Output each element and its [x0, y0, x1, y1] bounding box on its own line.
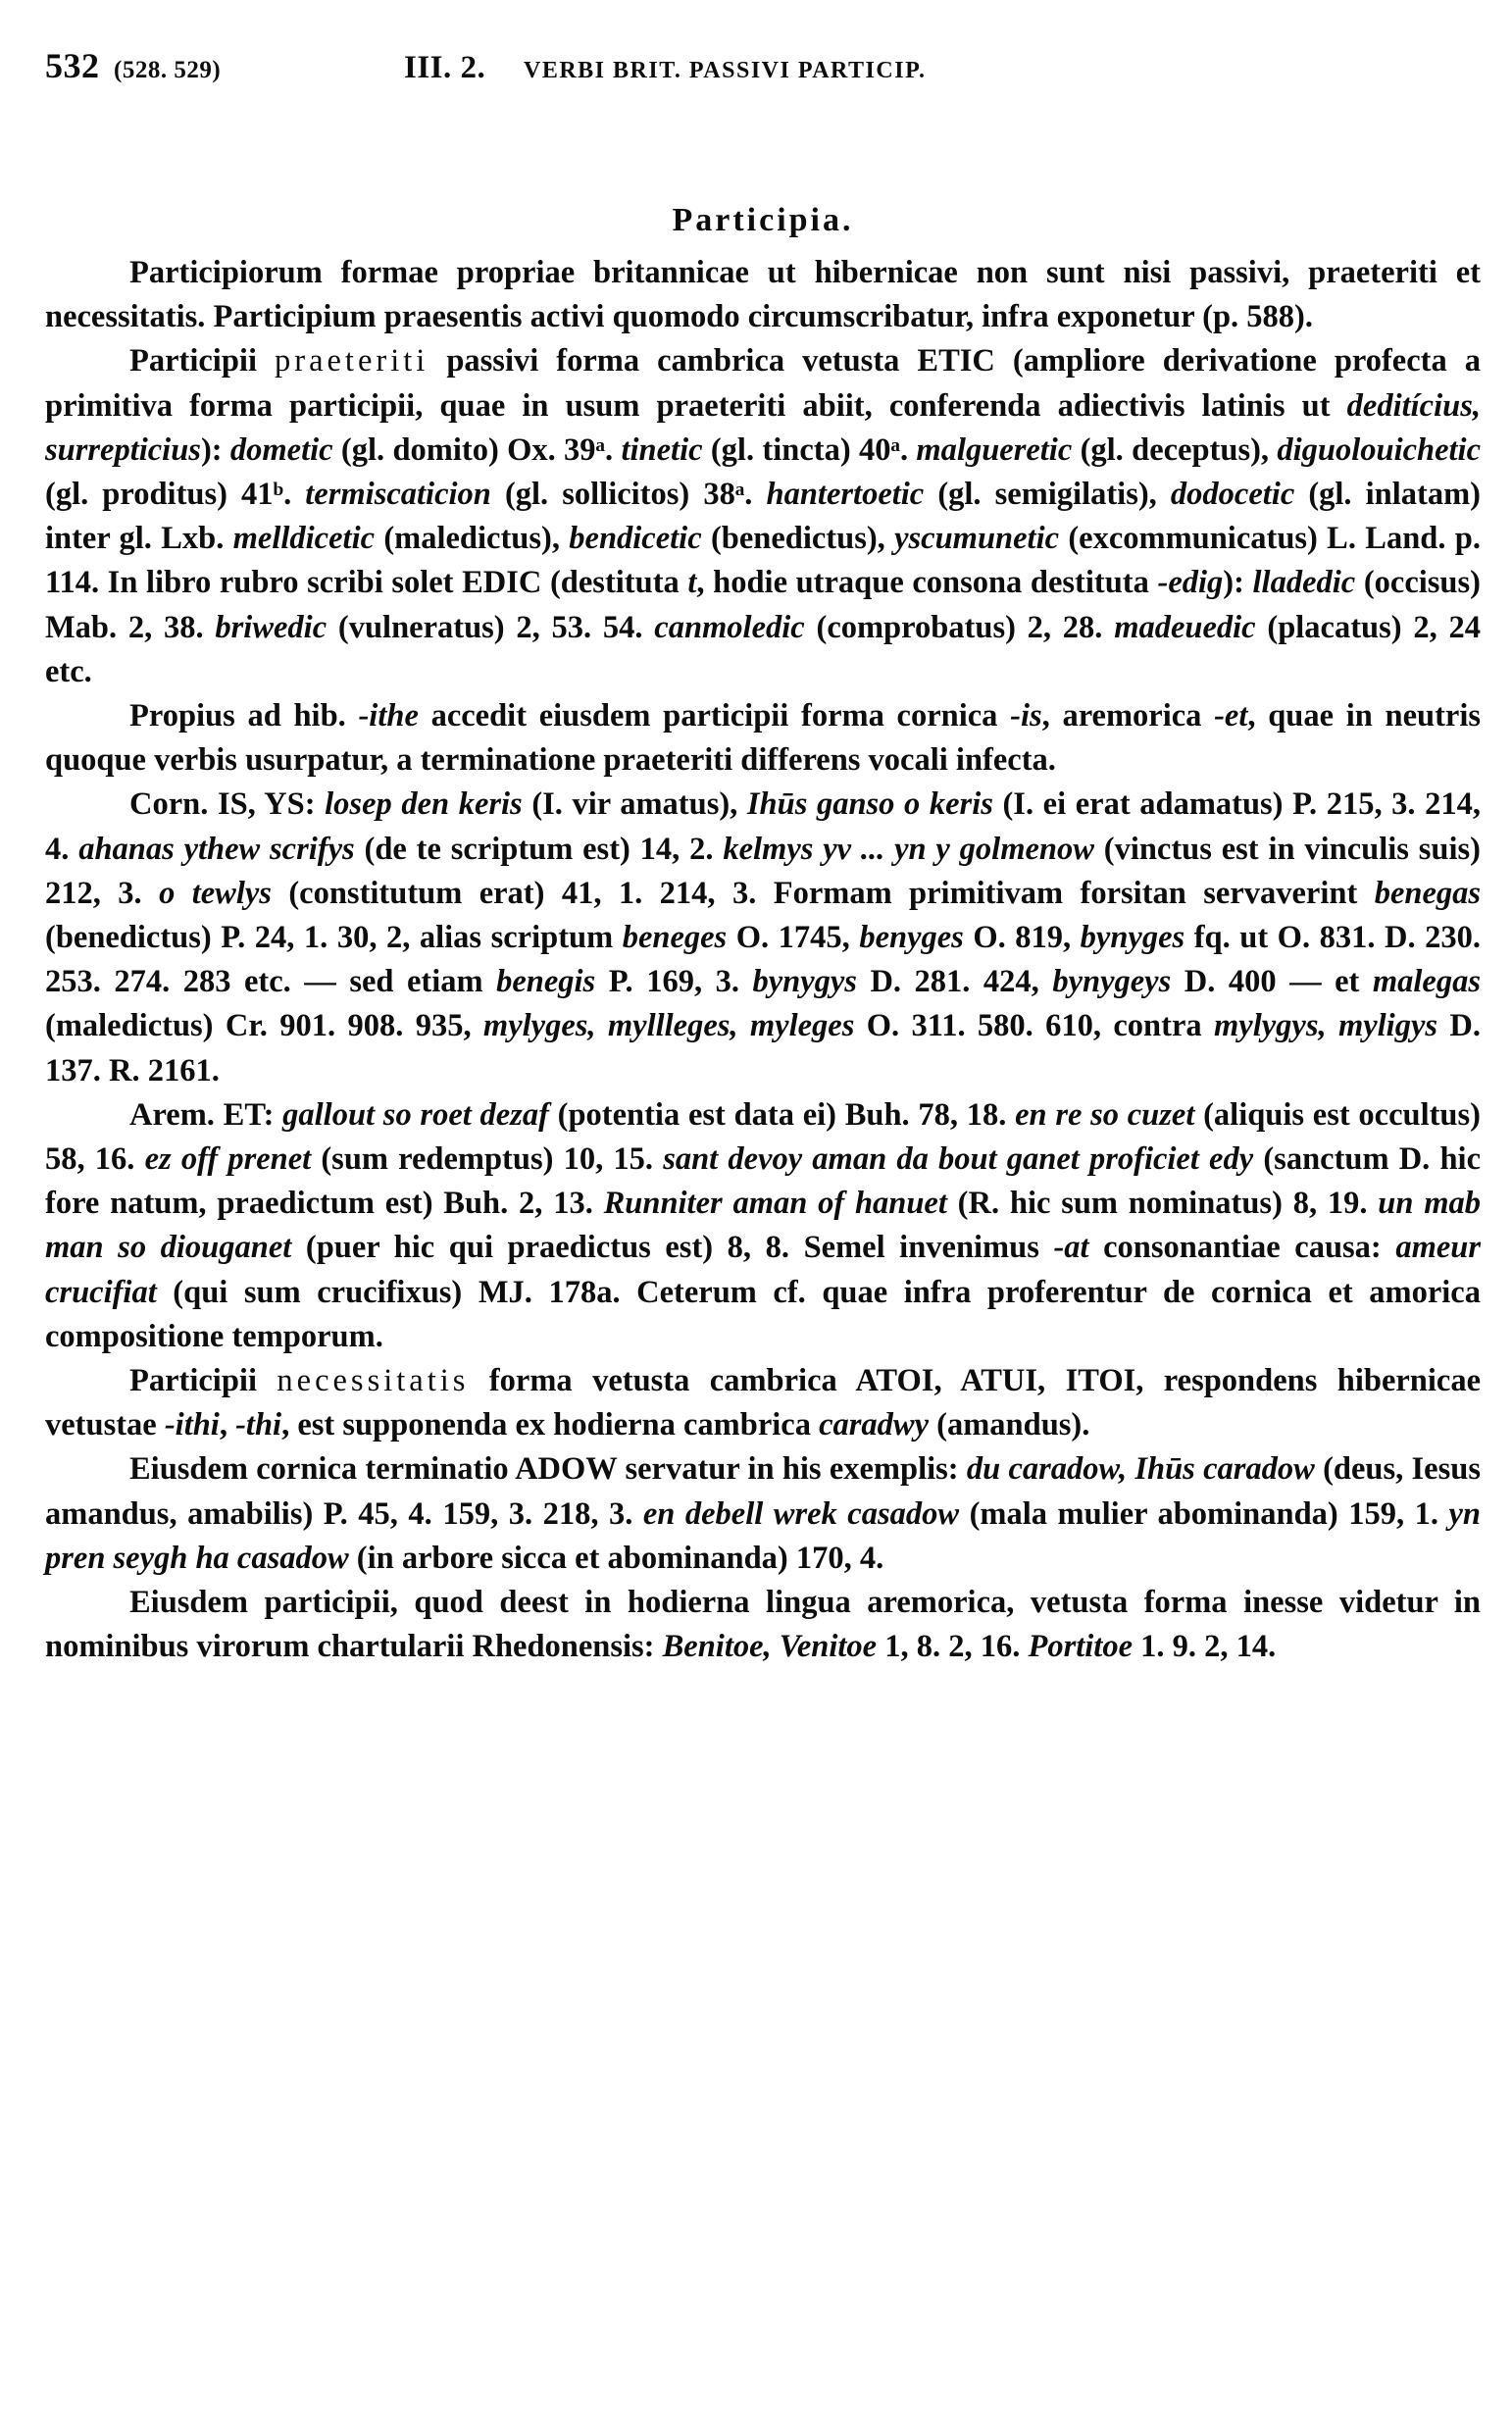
text-run: D. 137. R. 2161.: [45, 1008, 1481, 1088]
italic-term: briwedic: [215, 609, 328, 645]
text-run: (in arbore sicca et abominanda) 170, 4.: [348, 1540, 884, 1576]
text-run: O. 311. 580. 610, contra: [854, 1008, 1214, 1044]
text-run: (I. ei erat adamatus) P. 215, 3. 214, 4.: [45, 786, 1482, 867]
text-run: Eiusdem cornica terminatio ADOW servatur in his exemplis:: [129, 1451, 967, 1488]
italic-term: mylyges, myllleges, myleges: [482, 1008, 855, 1044]
text-run: (gl. sollicitos) 38ᵃ.: [490, 477, 767, 513]
italic-term: ez off prenet: [144, 1141, 312, 1178]
text-run: Propius ad hib.: [129, 698, 359, 734]
text-run: consonantiae causa:: [1088, 1230, 1396, 1266]
text-run: Participii: [129, 343, 275, 380]
text-run: O. 819,: [963, 920, 1081, 956]
text-run: , hodie utraque consona destituta: [696, 565, 1158, 601]
text-run: (maledictus) Cr. 901. 908. 935,: [45, 1008, 483, 1044]
paragraph: [45, 1359, 1481, 1447]
text-run: fq. ut O. 831. D. 230. 253. 274. 283 etc. — sed etiam: [45, 920, 1481, 1000]
text-run: (placatus) 2, 24 etc.: [45, 609, 1481, 689]
paragraph: [45, 1447, 1481, 1581]
section-title: Participia.: [672, 202, 854, 238]
text-run: (occisus) Mab. 2, 38.: [45, 565, 1481, 645]
italic-term: -at: [1053, 1230, 1089, 1266]
text-run: 1, 8. 2, 16.: [877, 1629, 1029, 1665]
text-run: (potentia est data ei) Buh. 78, 18.: [548, 1096, 1016, 1133]
text-run: D. 281. 424,: [856, 964, 1053, 1000]
italic-term: bendicetic: [569, 521, 702, 557]
page-number: 532: [45, 46, 100, 85]
text-run: forma vetusta cambrica ATOI, ATUI, ITOI, respondens hibernicae vetustae: [45, 1363, 1481, 1443]
text-run: Eiusdem participii, quod deest in hodierna lingua aremorica, vetusta forma inesse videtur in nominibus virorum chartularii Rhedonensis:: [45, 1585, 1481, 1665]
italic-term: en re so cuzet: [1015, 1096, 1195, 1133]
italic-term: -thi: [235, 1407, 282, 1443]
text-run: Participii: [129, 1363, 277, 1399]
text-run: (gl. semigilatis),: [924, 477, 1171, 513]
text-run: 1. 9. 2, 14.: [1133, 1629, 1277, 1665]
italic-term: malegas: [1372, 964, 1481, 1000]
text-run: (R. hic sum nominatus) 8, 19.: [946, 1186, 1379, 1222]
italic-term: du caradow, Ihūs caradow: [966, 1451, 1315, 1488]
text-run: (puer hic qui praedictus est) 8, 8. Semel invenimus: [291, 1230, 1054, 1266]
italic-term: -et: [1214, 698, 1248, 734]
paragraph: [45, 251, 1481, 339]
text-run: (excommunicatus) L. Land. p. 114. In libro rubro scribi solet EDIC (destituta: [45, 521, 1481, 601]
italic-term: gallout so roet dezaf: [282, 1096, 549, 1133]
italic-term: lladedic: [1252, 565, 1356, 601]
italic-term: canmoledic: [654, 609, 805, 645]
text-run: Participiorum formae propriae britannicae ut hibernicae non sunt nisi passivi, praeteriti et necessitatis. Participium praesentis activi quomodo circumscribatur, infra exponetur (p. 588).: [45, 255, 1481, 335]
text-run: (mala mulier abominanda) 159, 1.: [959, 1495, 1449, 1532]
text-run: Corn. IS, YS:: [129, 786, 326, 823]
paragraph: [45, 1093, 1481, 1359]
text-run: (amandus).: [929, 1407, 1090, 1443]
text-run: (sanctum D. hic fore natum, praedictum est) Buh. 2, 13.: [45, 1141, 1482, 1222]
italic-term: -ithi: [164, 1407, 220, 1443]
italic-term: mylygys, myligys: [1213, 1008, 1438, 1044]
italic-term: tinetic: [621, 431, 703, 468]
italic-term: bynygys: [752, 964, 857, 1000]
text-run: (maledictus),: [375, 521, 570, 557]
page-reference: (528. 529): [114, 57, 222, 83]
spaced-term: necessitatis: [277, 1363, 470, 1399]
text-run: (gl. proditus) 41ᵇ.: [45, 477, 306, 513]
body-text: [45, 251, 1481, 1670]
italic-term: dometic: [229, 431, 333, 468]
text-run: (gl. tincta) 40ᵃ.: [702, 431, 917, 468]
text-run: accedit eiusdem participii forma cornica: [418, 698, 1011, 734]
text-run: D. 400 — et: [1171, 964, 1373, 1000]
italic-term: benyges: [859, 920, 964, 956]
italic-term: deditícius, surrepticius: [45, 387, 1481, 468]
italic-term: melldicetic: [232, 521, 376, 557]
text-run: ):: [200, 431, 230, 468]
text-run: O. 1745,: [727, 920, 860, 956]
italic-term: -edig: [1157, 565, 1224, 601]
italic-term: diguolouichetic: [1277, 431, 1482, 468]
text-run: (aliquis est occultus) 58, 16.: [45, 1096, 1481, 1178]
text-run: (benedictus),: [701, 521, 895, 557]
italic-term: Ihūs ganso o keris: [746, 786, 993, 823]
text-run: (I. vir amatus),: [522, 786, 747, 823]
italic-term: losep den keris: [325, 786, 523, 823]
running-title: VERBI BRIT. PASSIVI PARTICIP.: [524, 58, 927, 83]
italic-term: caradwy: [819, 1407, 930, 1443]
italic-term: t: [687, 565, 697, 601]
italic-term: un mab man so diouganet: [45, 1186, 1481, 1266]
italic-term: ahanas ythew scrifys: [78, 831, 355, 867]
italic-term: benegas: [1374, 875, 1482, 911]
text-run: passivi forma cambrica vetusta ETIC (ampliore derivatione profecta a primitiva forma participii, quae in usum praeteriti abiit, conferenda adiectivis latinis ut: [45, 343, 1481, 424]
running-head: [45, 45, 1481, 104]
text-run: (vulneratus) 2, 53. 54.: [327, 609, 655, 645]
italic-term: -ithe: [358, 698, 419, 734]
spaced-term: praeteriti: [275, 343, 429, 380]
text-run: ):: [1223, 565, 1253, 601]
text-run: Arem. ET:: [129, 1096, 283, 1133]
italic-term: dodocetic: [1170, 477, 1295, 513]
text-run: (gl. deceptus),: [1072, 431, 1278, 468]
paragraph: [45, 694, 1481, 783]
text-run: (deus, Iesus amandus, amabilis) P. 45, 4. 159, 3. 218, 3.: [45, 1451, 1481, 1532]
italic-term: ameur crucifiat: [45, 1230, 1482, 1310]
italic-term: o tewlys: [159, 875, 272, 911]
text-run: (gl. inlatam) inter gl. Lxb.: [45, 477, 1481, 557]
text-run: (comprobatus) 2, 28.: [804, 609, 1115, 645]
text-run: (vinctus est in vinculis suis) 212, 3.: [45, 831, 1481, 911]
paragraph: [45, 783, 1481, 1092]
text-run: (gl. domito) Ox. 39ᵃ.: [332, 431, 622, 468]
paragraph: [45, 339, 1481, 694]
section-number: III. 2.: [404, 50, 486, 85]
italic-term: Portitoe: [1028, 1629, 1133, 1665]
italic-term: en debell wrek casadow: [642, 1495, 960, 1532]
text-run: , quae in neutris quoque verbis usurpatur, a terminatione praeteriti differens vocali infecta.: [45, 698, 1482, 779]
italic-term: yscumunetic: [894, 521, 1060, 557]
text-run: (de te scriptum est) 14, 2.: [354, 831, 724, 867]
italic-term: madeuedic: [1114, 609, 1256, 645]
italic-term: yn pren seygh ha casadow: [45, 1495, 1481, 1576]
italic-term: bynyges: [1080, 920, 1185, 956]
paragraph: [45, 1581, 1481, 1669]
italic-term: Runniter aman of hanuet: [603, 1186, 947, 1222]
italic-term: bynygeys: [1052, 964, 1172, 1000]
text-run: (sum redemptus) 10, 15.: [311, 1141, 664, 1178]
italic-term: malgueretic: [916, 431, 1073, 468]
italic-term: beneges: [622, 920, 728, 956]
text-run: (benedictus) P. 24, 1. 30, 2, alias scriptum: [45, 920, 623, 956]
text-run: , est supponenda ex hodierna cambrica: [281, 1407, 820, 1443]
text-run: (constitutum erat) 41, 1. 214, 3. Formam primitivam forsitan servaverint: [271, 875, 1375, 911]
italic-term: benegis: [496, 964, 596, 1000]
italic-term: kelmys yv ... yn y golmenow: [723, 831, 1094, 867]
italic-term: hantertoetic: [766, 477, 925, 513]
italic-term: sant devoy aman da bout ganet proficiet edy: [663, 1141, 1254, 1178]
text-run: ,: [219, 1407, 236, 1443]
italic-term: termiscaticion: [305, 477, 491, 513]
text-run: (qui sum crucifixus) MJ. 178a. Ceterum cf. quae infra proferentur de cornica et amorica compositione temporum.: [45, 1274, 1481, 1354]
italic-term: Benitoe, Venitoe: [662, 1629, 878, 1665]
italic-term: -is: [1010, 698, 1042, 734]
text-run: , aremorica: [1041, 698, 1215, 734]
text-run: P. 169, 3.: [595, 964, 753, 1000]
